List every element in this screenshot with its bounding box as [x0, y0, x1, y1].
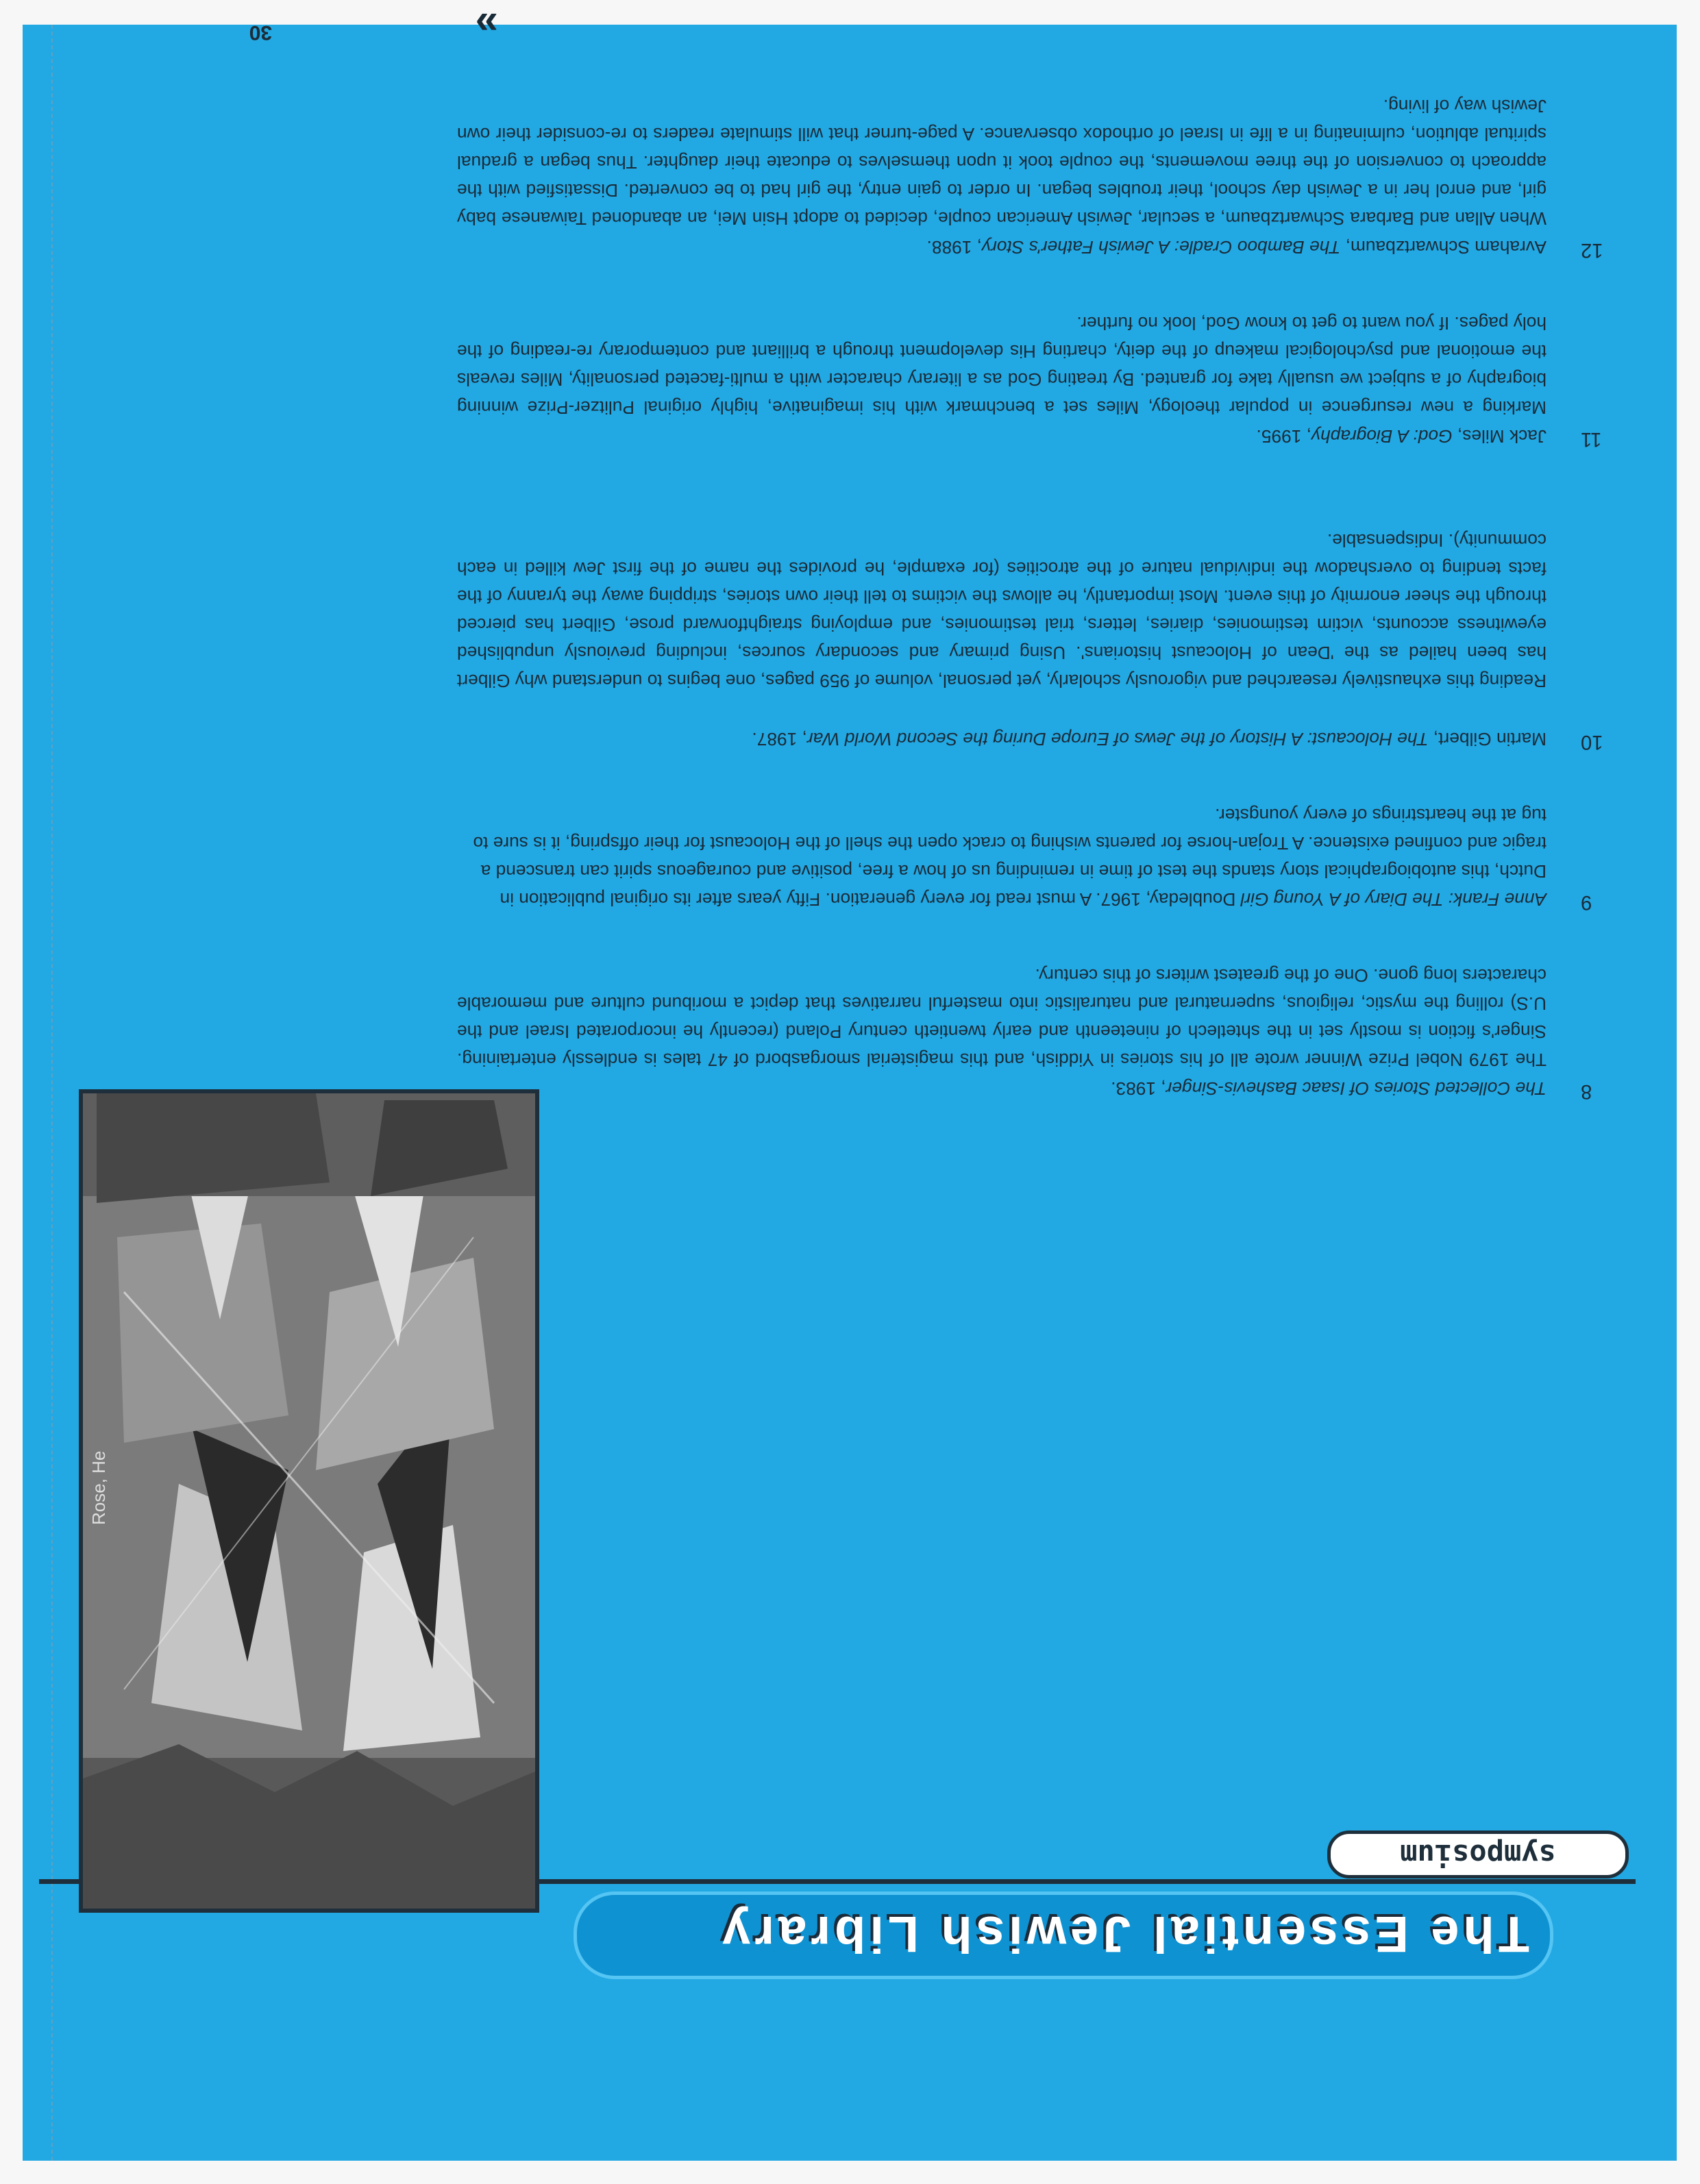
entry-title: God: A Biography — [1311, 426, 1453, 447]
entry-author: Martin Gilbert, — [1428, 728, 1547, 749]
entry-number: 11 — [1581, 428, 1602, 451]
entry-title: The Collected Stories Of Isaac Bashevis-Singer — [1166, 1078, 1547, 1099]
entry-title: Anne Frank: The Diary of A Young Girl — [1240, 889, 1547, 910]
entry-number: 9 — [1581, 891, 1592, 913]
entry-author: Jack Miles, — [1452, 426, 1547, 447]
entry-description: When Allan and Barbara Schwartzbaum, a secular, Jewish American couple, decided to adopt Hsin Mei, an abandoned Taiwanese baby girl, and enrol her in a Jewish day school, their troubles began. In order to gain entry, the girl had to be converted. Dissatisfied with the approach to conversion of the three movements, the couple took it upon themselves to educate their daughter. Thus began a gradual spiritual ablution, culminating in a life in Israel of orthodox observance. A page-turner that will stimulate readers to re-consider their own Jewish way of living. — [457, 96, 1547, 229]
entry-number: 8 — [1581, 1080, 1592, 1102]
blue-panel — [23, 2, 1677, 2161]
entry-reference — [457, 423, 1547, 451]
entry-description: Reading this exhaustively researched and vigorously scholarly, yet personal, volume of 959 pages, one begins to understand why Gilbert has been hailed as the 'Dean of Holocaust historians'. Using primary and secondary sources, including previously unpublished eyewitness accounts, victim testimonies, diaries, letters, trial testimonies, and employing straightforward prose, Gilbert has pierced through the sheer enormity of this event. Most importantly, he allows the victims to tell their own stories, stripping away the tyranny of the facts tending to overshadow the individual nature of the atrocities (for example, he provides the name of the first Jew killed in each community). Indispensable. — [457, 530, 1547, 692]
fold-line — [51, 25, 53, 2161]
entry-description: Marking a new resurgence in popular theology, Miles set a benchmark with his imaginative, highly original Pulitzer-Prize winning biography of a subject we usually take for granted. By treating God as a literary character with a multi-faceted personality, Miles reveals the emotional and psychological makeup of the deity, charting His development through a brilliant and contemporary re-reading of the holy pages. If you want to get to know God, look no further. — [457, 313, 1547, 419]
entry-year: , 1987. — [752, 728, 807, 749]
entry-reference — [457, 801, 1547, 913]
entry-title: The Bamboo Cradle: A Jewish Father's Story — [982, 237, 1341, 258]
page-number: 30 — [249, 21, 272, 44]
section-tag: symposium — [1327, 1831, 1629, 1878]
entry-year: , 1983. — [1111, 1078, 1166, 1099]
entry-text: Doubleday, 1967. A must read for every generation. Fifty years after its original publication in Dutch, this autobiographical story stands the test of time in reminding us of how a free, positive and courageous spirit can transcend a tragic and confined existence. A Trojan-horse for parents wishing to crack open the shell of the Holocaust for their offspring, it is sure to tug at the heartstrings of every youngster. — [473, 804, 1547, 910]
continue-arrow: » — [475, 2, 498, 49]
entry-year: , 1995. — [1256, 426, 1312, 447]
entry-year: , 1988. — [926, 237, 983, 258]
entry-title: The Holocaust: A History of the Jews of Europe During the Second World War — [806, 728, 1429, 749]
artwork-credit: Rose, He — [88, 1450, 109, 1525]
artwork-image — [79, 1089, 539, 1913]
entry-reference — [457, 1074, 1547, 1102]
entry-reference — [457, 233, 1547, 261]
entry-author: Avraham Schwartzbaum, — [1340, 237, 1547, 258]
page-title: The Essential Jewish Library — [718, 1906, 1529, 1963]
entry-reference — [457, 725, 1547, 753]
entry-number: 12 — [1581, 239, 1603, 262]
entry-number: 10 — [1581, 730, 1603, 753]
entry-description: The 1979 Nobel Prize Winner wrote all of his stories in Yiddish, and this magisterial smorgasbord of 47 tales is endlessly entertaining. Singer's fiction is mostly set in the shtetlech of nineteenth and early twentieth century Poland (recently he incorporated Israel and the U.S) rolling the mystic, religious, supernatural and naturalistic into masterful narratives that depict a moribund culture and memorable characters long gone. One of the greatest writers of this century. — [457, 965, 1547, 1070]
